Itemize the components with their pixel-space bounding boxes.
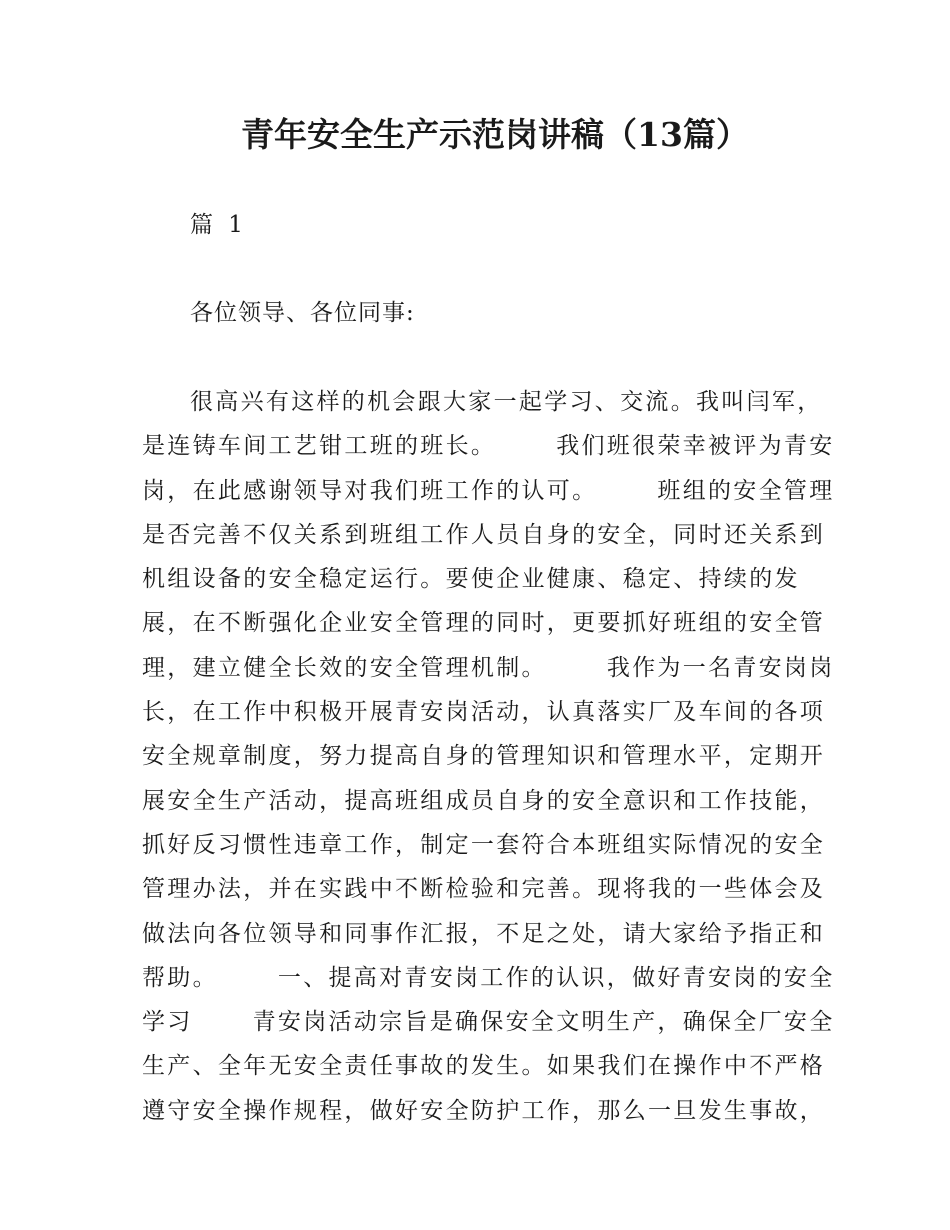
text-segment: 很高兴有这样的机会跟大家一起学习、交流。我叫闫军， — [190, 389, 823, 415]
text-segment: 抓好反习惯性违章工作，制定一套符合本班组实际情况的安全 — [142, 831, 826, 858]
text-segment: 理，建立健全长效的安全管理机制。 — [142, 654, 547, 681]
document-title: 青年安全生产示范岗讲稿（13篇） — [241, 115, 749, 154]
text-segment: 展，在不断强化企业安全管理的同时，更要抓好班组的安全管 — [142, 610, 826, 637]
salutation: 各位领导、各位同事: — [190, 300, 415, 326]
body-line — [142, 1000, 835, 1044]
body-line — [142, 557, 822, 601]
text-segment: 学习 — [142, 1009, 193, 1036]
text-segment: 生产、全年无安全责任事故的发生。如果我们在操作中不严格 — [142, 1053, 826, 1080]
body-line — [142, 424, 835, 468]
text-segment: 班组的安全管理 — [657, 477, 835, 504]
body-line — [142, 469, 835, 513]
text-segment: 我们班很荣幸被评为青安 — [556, 433, 835, 460]
body-line — [142, 690, 826, 734]
body-line — [142, 1089, 826, 1133]
body-line — [142, 380, 822, 424]
body-line — [142, 779, 826, 823]
text-segment: 我作为一名青安岗岗 — [606, 654, 835, 681]
body-line — [142, 513, 826, 557]
text-segment: 一、提高对青安岗工作的认识，做好青安岗的安全 — [277, 964, 835, 991]
text-segment: 展安全生产活动，提高班组成员自身的安全意识和工作技能， — [142, 787, 826, 814]
text-segment: 管理办法，并在实践中不断检验和完善。现将我的一些体会及 — [142, 876, 826, 903]
text-segment: 长，在工作中积极开展青安岗活动，认真落实厂及车间的各项 — [142, 699, 826, 726]
text-segment: 机组设备的安全稳定运行。要使企业健康、稳定、持续的发 — [142, 566, 800, 593]
body-text — [142, 380, 835, 1133]
section-label: 篇 1 — [190, 212, 247, 238]
body-line — [142, 867, 826, 911]
body-line — [142, 734, 826, 778]
body-line — [142, 1044, 826, 1088]
text-segment: 安全规章制度，努力提高自身的管理知识和管理水平，定期开 — [142, 743, 826, 770]
text-segment: 帮助。 — [142, 964, 218, 991]
text-segment: 是否完善不仅关系到班组工作人员自身的安全，同时还关系到 — [142, 521, 826, 548]
text-segment: 遵守安全操作规程，做好安全防护工作，那么一旦发生事故， — [142, 1097, 826, 1124]
text-segment: 青安岗活动宗旨是确保安全文明生产，确保全厂安全 — [252, 1009, 835, 1036]
text-segment: 做法向各位领导和同事作汇报，不足之处，请大家给予指正和 — [142, 920, 826, 947]
text-segment: 岗，在此感谢领导对我们班工作的认可。 — [142, 477, 598, 504]
body-line — [142, 823, 826, 867]
body-line — [142, 956, 835, 1000]
body-line — [142, 912, 826, 956]
body-line — [142, 601, 826, 645]
body-line — [142, 646, 835, 690]
text-segment: 是连铸车间工艺钳工班的班长。 — [142, 433, 497, 460]
